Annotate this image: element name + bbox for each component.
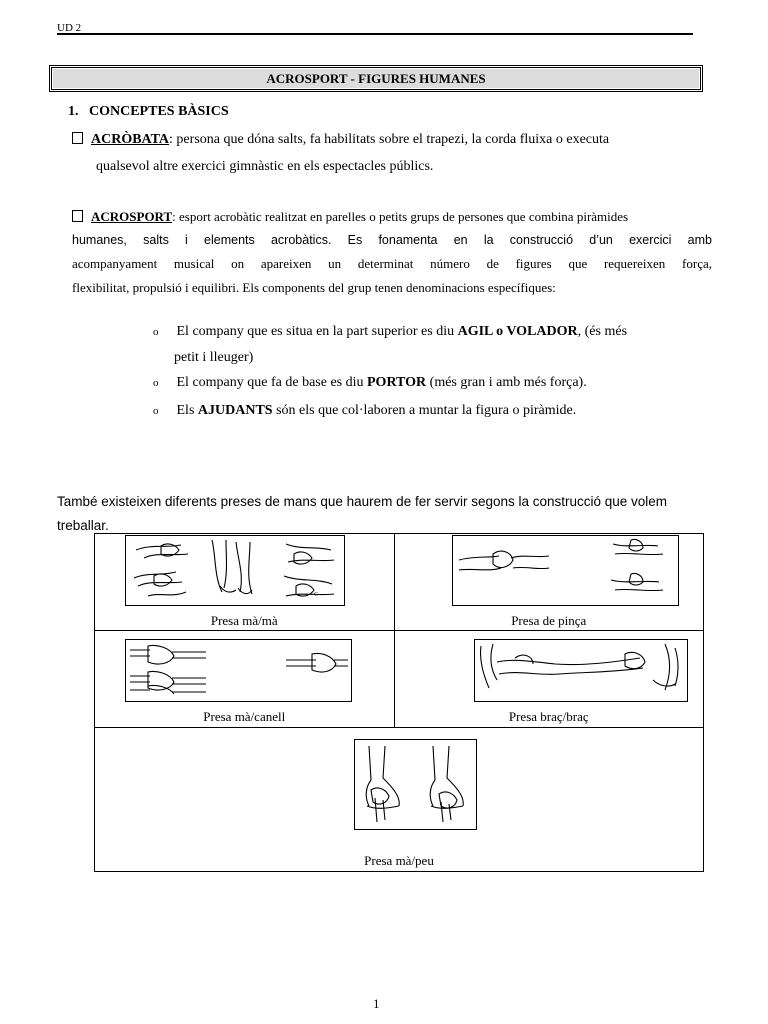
role-agil: AGIL o VOLADOR [457, 324, 578, 339]
grip-cell [394, 534, 704, 631]
acrosport-definition [72, 206, 712, 300]
acrosport-line1: : esport acrobàtic realitzat en parelles o petits grups de persones que combina piràmides [172, 209, 629, 224]
page-number: 1 [373, 996, 380, 1011]
hand-hand-grip-illustration [125, 535, 345, 606]
role-item-cont: petit i lleuger) [174, 350, 254, 365]
grips-intro: També existeixen diferents preses de mans que haurem de fer servir segons la construcció que volem treballar. [57, 494, 668, 533]
hand-wrist-grip-illustration [125, 639, 352, 702]
acrosport-term: ACROSPORT [91, 209, 173, 224]
list-bullet: o [153, 377, 159, 389]
grip-cell [394, 631, 704, 728]
grip-caption: Presa mà/mà [210, 613, 278, 628]
page-title: ACROSPORT - FIGURES HUMANES [51, 67, 701, 90]
section-title: CONCEPTES BÀSICS [89, 104, 229, 119]
pincer-grip-illustration [452, 535, 679, 606]
acrobata-text-cont: qualsevol altre exercici gimnàstic en els espectacles públics. [96, 159, 434, 174]
grip-cell [95, 728, 704, 872]
role-item: o El company que es situa en la part superior es diu AGIL o VOLADOR, (és més [153, 324, 628, 339]
acrobata-definition [72, 129, 712, 151]
grip-cell [95, 631, 395, 728]
acrobata-term: ACRÒBATA [91, 132, 170, 147]
checkbox-bullet-icon [72, 132, 83, 144]
role-item: o Els AJUDANTS són els que col·laboren a muntar la figura o piràmide. [153, 403, 577, 418]
grip-caption: Presa de pinça [511, 613, 587, 628]
acrobata-text: : persona que dóna salts, fa habilitats sobre el trapezi, la corda fluixa o executa [169, 132, 610, 147]
role-item: o El company que fa de base es diu PORTOR (més gran i amb més força). [153, 375, 587, 390]
role-ajudants: AJUDANTS [197, 403, 273, 418]
arm-arm-grip-illustration [474, 639, 688, 702]
list-bullet: o [153, 405, 159, 417]
svg-text:C: C [314, 592, 319, 598]
grip-caption: Presa braç/braç [508, 709, 589, 724]
acrosport-line4: flexibilitat, propulsió i equilibri. Els components del grup tenen denominacions específiques: [72, 280, 556, 295]
acrosport-line2: humanes, salts i elements acrobàtics. Es fonamenta en la construcció d’un exercici amb [72, 233, 712, 247]
unit-header: UD 2 [57, 22, 82, 34]
section-number: 1. [68, 104, 79, 119]
grip-cell [95, 534, 395, 631]
section-heading [68, 104, 229, 120]
role-portor: PORTOR [367, 375, 427, 390]
header-rule [57, 33, 693, 35]
acrosport-line3: acompanyament musical on apareixen un determinat número de figures que requereixen força, [72, 256, 712, 271]
list-bullet: o [153, 326, 159, 338]
grip-caption: Presa mà/canell [203, 709, 286, 724]
hand-foot-grip-illustration [354, 739, 477, 830]
checkbox-bullet-icon [72, 210, 83, 222]
grip-caption: Presa mà/peu [364, 853, 434, 868]
grips-table [94, 533, 704, 872]
